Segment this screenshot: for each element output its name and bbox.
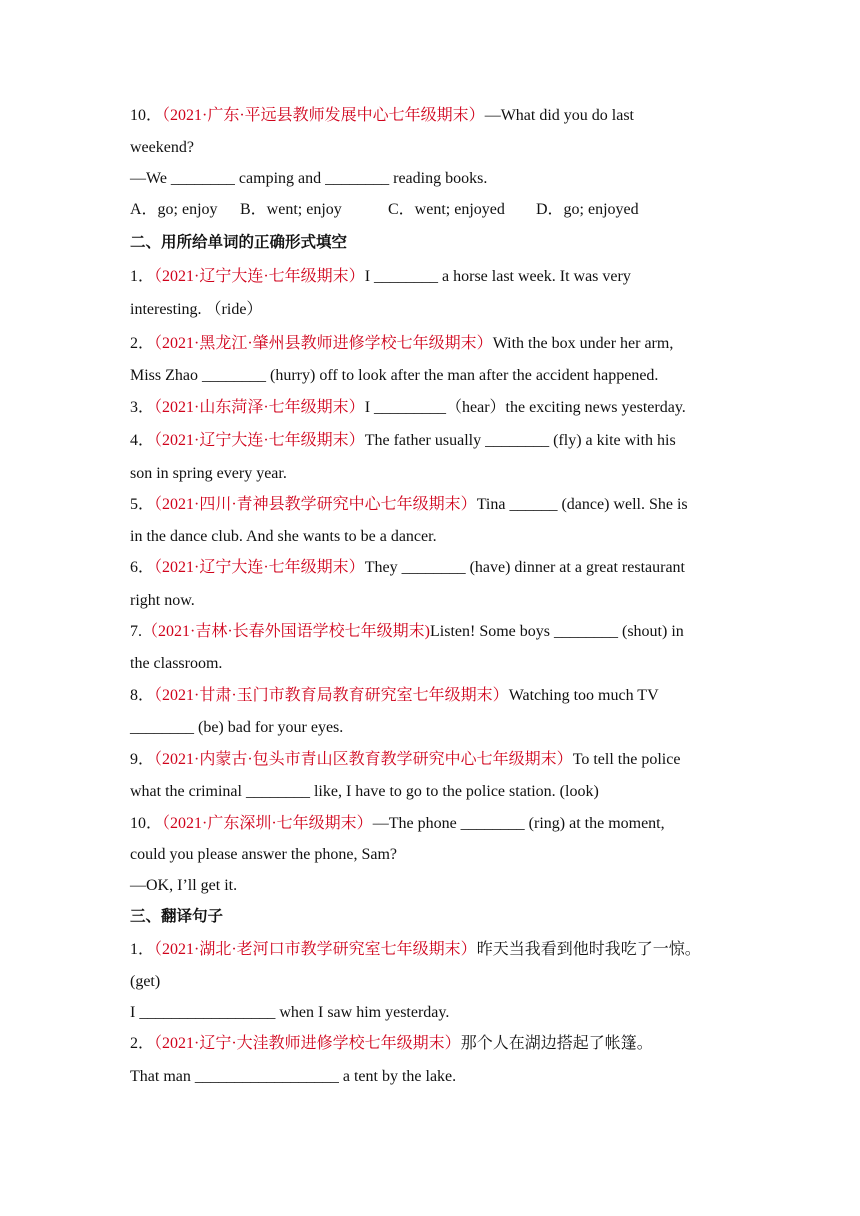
item-number: 10． [130, 815, 163, 832]
question-source: （2021·广东·平远县教师发展中心七年级期末） [162, 107, 485, 124]
s2-item-6-cont: right now. [130, 592, 195, 609]
s2-item-2-cont: Miss Zhao ________ (hurry) off to look after the man after the accident happened. [130, 367, 659, 384]
item-source: （2021·辽宁·大洼教师进修学校七年级期末） [154, 1035, 461, 1052]
s3-item-2 [130, 1034, 653, 1054]
item-text: With the box under her arm, [492, 335, 674, 352]
s2-item-3 [130, 398, 686, 418]
item-source: （2021·山东菏泽·七年级期末） [154, 399, 365, 416]
item-number: 5． [130, 496, 155, 513]
s3-item-1 [130, 940, 701, 960]
item-text: I ________ a horse last week. It was very [364, 268, 631, 285]
s2-item-4-cont: son in spring every year. [130, 465, 287, 482]
item-source: （2021·广东深圳·七年级期末） [162, 815, 373, 832]
item-text: Tina ______ (dance) well. She is [476, 496, 688, 513]
question-10-line [130, 106, 634, 126]
item-source: （2021·辽宁大连·七年级期末） [154, 268, 365, 285]
item-text: 那个人在湖边搭起了帐篷。 [460, 1035, 653, 1052]
item-text: The father usually ________ (fly) a kite with his [364, 432, 676, 449]
item-text: —The phone ________ (ring) at the moment, [372, 815, 665, 832]
question-text: —What did you do last [484, 107, 634, 124]
item-number: 3． [130, 399, 155, 416]
item-text: They ________ (have) dinner at a great restaurant [364, 559, 685, 576]
option-d: D．go; enjoyed [536, 201, 639, 218]
item-number: 2． [130, 1035, 155, 1052]
item-source: （2021·辽宁大连·七年级期末） [154, 432, 365, 449]
item-source: （2021·吉林·长春外国语学校七年级期末) [142, 623, 430, 640]
question-10-options [130, 200, 639, 220]
s2-item-1-cont: interesting. （ride） [130, 301, 263, 318]
s3-item-1-hint: (get) [130, 973, 161, 990]
option-c: C．went; enjoyed [388, 201, 505, 218]
item-number: 6． [130, 559, 155, 576]
item-source: （2021·黑龙江·肇州县教师进修学校七年级期末） [154, 335, 493, 352]
item-source: （2021·四川·青神县教学研究中心七年级期末） [154, 496, 477, 513]
s2-item-5-cont: in the dance club. And she wants to be a dancer. [130, 528, 437, 545]
item-number: 9． [130, 751, 155, 768]
s2-item-1 [130, 267, 631, 287]
section-3-title: 三、翻译句子 [130, 907, 224, 925]
item-number: 4． [130, 432, 155, 449]
item-text: Listen! Some boys ________ (shout) in [430, 623, 684, 640]
item-number: 7. [130, 623, 142, 640]
item-text: I _________（hear）the exciting news yesterday. [364, 399, 686, 416]
s2-item-5 [130, 495, 688, 515]
section-2-title: 二、用所给单词的正确形式填空 [130, 233, 348, 251]
item-text: 昨天当我看到他时我吃了一惊。 [476, 941, 701, 958]
option-a: A．go; enjoy [130, 201, 218, 218]
item-source: （2021·湖北·老河口市教学研究室七年级期末） [154, 941, 477, 958]
s2-item-7-cont: the classroom. [130, 655, 223, 672]
s2-item-2 [130, 334, 673, 354]
item-text: Watching too much TV [508, 687, 659, 704]
item-number: 2． [130, 335, 155, 352]
s2-item-9 [130, 750, 680, 770]
s2-item-9-cont: what the criminal ________ like, I have to go to the police station. (look) [130, 783, 599, 800]
item-source: （2021·甘肃·玉门市教育局教育研究室七年级期末） [154, 687, 509, 704]
item-source: （2021·内蒙古·包头市青山区教育教学研究中心七年级期末） [154, 751, 573, 768]
item-number: 1． [130, 268, 155, 285]
s3-item-1-answer: I _________________ when I saw him yesterday. [130, 1004, 450, 1021]
s2-item-4 [130, 431, 676, 451]
s2-item-10-reply: —OK, I’ll get it. [130, 877, 238, 894]
option-b: B．went; enjoy [240, 201, 342, 218]
item-text: To tell the police [572, 751, 681, 768]
s3-item-2-answer: That man __________________ a tent by the lake. [130, 1068, 457, 1085]
s2-item-7 [130, 622, 684, 642]
item-number: 8． [130, 687, 155, 704]
s2-item-6 [130, 558, 685, 578]
question-10-answer: —We ________ camping and ________ reading books. [130, 170, 488, 187]
s2-item-10 [130, 814, 665, 834]
item-number: 1． [130, 941, 155, 958]
s2-item-8 [130, 686, 659, 706]
question-number: 10． [130, 107, 163, 124]
s2-item-10-cont: could you please answer the phone, Sam? [130, 846, 398, 863]
item-source: （2021·辽宁大连·七年级期末） [154, 559, 365, 576]
s2-item-8-cont: ________ (be) bad for your eyes. [130, 719, 344, 736]
question-10-cont: weekend? [130, 139, 194, 156]
